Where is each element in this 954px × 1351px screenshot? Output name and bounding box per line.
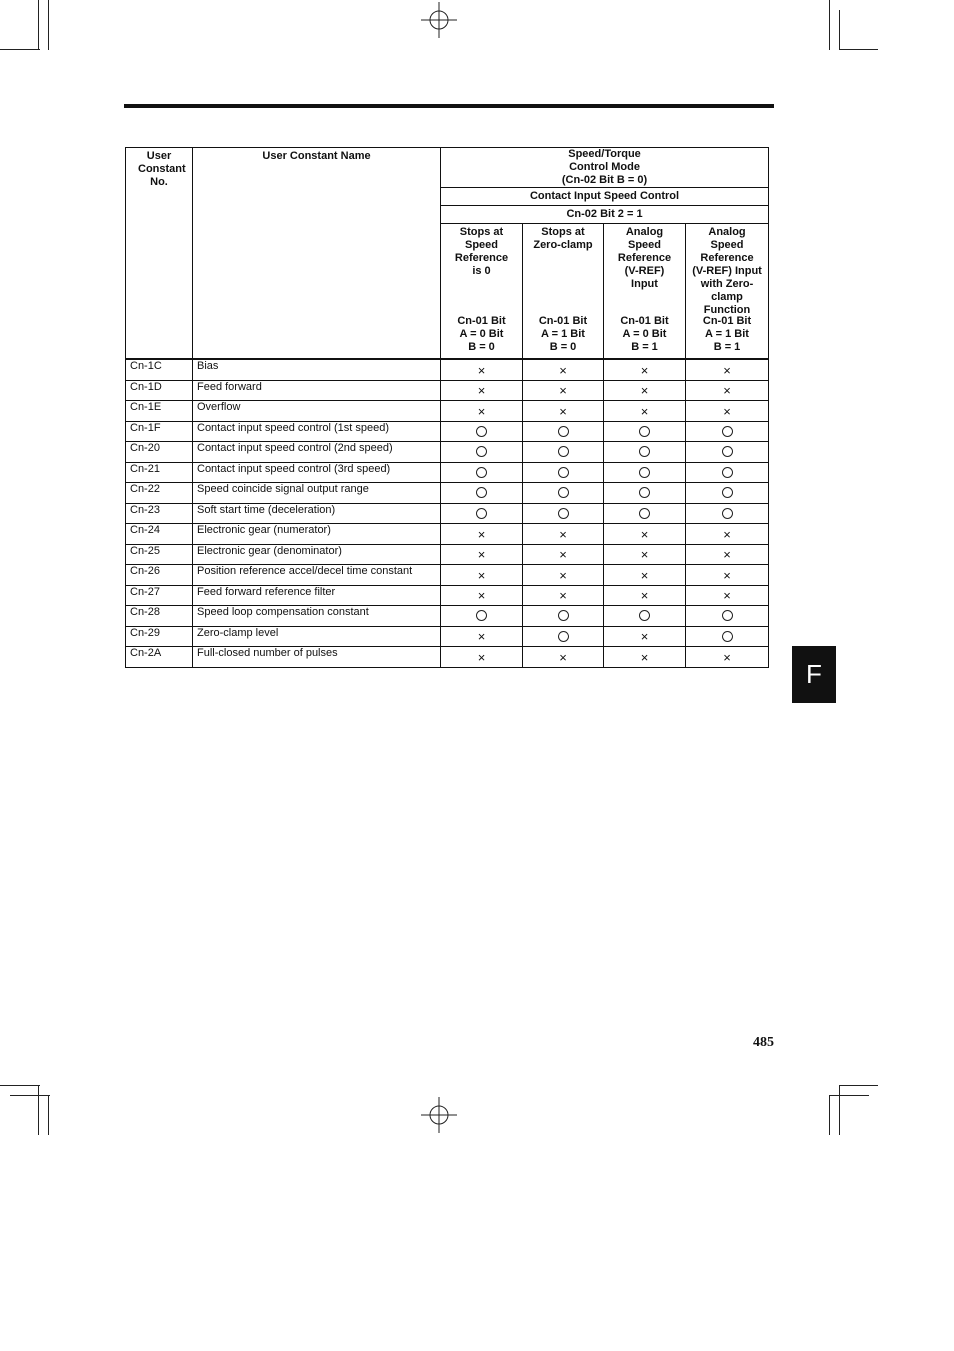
cross-mark-icon: × bbox=[559, 383, 567, 399]
constant-no: Cn-20 bbox=[126, 442, 193, 463]
cross-mark-icon: × bbox=[477, 567, 486, 583]
constant-name: Speed loop compensation constant bbox=[193, 606, 441, 627]
applicability-cell bbox=[604, 524, 686, 545]
table-row bbox=[126, 462, 769, 483]
applicability-cell bbox=[686, 647, 769, 668]
applicability-cell bbox=[441, 442, 523, 463]
applicability-cell bbox=[604, 421, 686, 442]
header-rule bbox=[124, 104, 774, 108]
constant-no: Cn-21 bbox=[126, 462, 193, 483]
circle-mark-icon bbox=[476, 467, 487, 478]
applicability-cell bbox=[523, 565, 604, 586]
circle-mark-icon bbox=[639, 487, 650, 498]
cross-mark-icon: × bbox=[723, 403, 731, 419]
table-row bbox=[126, 421, 769, 442]
cross-mark-icon: × bbox=[723, 547, 731, 563]
applicability-cell bbox=[441, 626, 523, 647]
applicability-cell bbox=[441, 401, 523, 422]
mode-column-header bbox=[604, 224, 686, 360]
constant-name: Contact input speed control (1st speed) bbox=[193, 421, 441, 442]
applicability-cell bbox=[523, 647, 604, 668]
applicability-cell bbox=[604, 442, 686, 463]
table-row bbox=[126, 585, 769, 606]
circle-mark-icon bbox=[639, 426, 650, 437]
applicability-cell bbox=[523, 442, 604, 463]
applicability-cell bbox=[686, 421, 769, 442]
mode-header: Speed/Torque Control Mode (Cn-02 Bit B = 0) bbox=[441, 148, 769, 188]
applicability-cell bbox=[604, 565, 686, 586]
constant-name: Electronic gear (numerator) bbox=[193, 524, 441, 545]
table-row bbox=[126, 565, 769, 586]
applicability-cell bbox=[523, 503, 604, 524]
constant-no: Cn-28 bbox=[126, 606, 193, 627]
cross-mark-icon: × bbox=[559, 547, 567, 563]
constant-name: Bias bbox=[193, 359, 441, 380]
applicability-cell bbox=[604, 462, 686, 483]
circle-mark-icon bbox=[558, 446, 569, 457]
applicability-cell bbox=[686, 442, 769, 463]
mode-column-header bbox=[686, 224, 769, 360]
applicability-cell bbox=[686, 483, 769, 504]
table-row bbox=[126, 626, 769, 647]
crop-mark bbox=[48, 1095, 49, 1135]
circle-mark-icon bbox=[639, 610, 650, 621]
constant-no: Cn-26 bbox=[126, 565, 193, 586]
applicability-cell bbox=[604, 359, 686, 380]
constant-no: Cn-1E bbox=[126, 401, 193, 422]
applicability-cell bbox=[604, 401, 686, 422]
applicability-cell bbox=[604, 544, 686, 565]
applicability-cell bbox=[523, 380, 604, 401]
control-header: Contact Input Speed Control bbox=[441, 188, 769, 206]
circle-mark-icon bbox=[558, 426, 569, 437]
crop-mark bbox=[839, 49, 878, 50]
table-row bbox=[126, 442, 769, 463]
col-header-no: User Constant No. bbox=[126, 148, 193, 360]
cross-mark-icon: × bbox=[477, 588, 486, 604]
circle-mark-icon bbox=[476, 610, 487, 621]
applicability-cell bbox=[441, 565, 523, 586]
applicability-cell bbox=[604, 647, 686, 668]
applicability-cell bbox=[604, 606, 686, 627]
constant-no: Cn-1D bbox=[126, 380, 193, 401]
circle-mark-icon bbox=[476, 508, 487, 519]
table-row bbox=[126, 503, 769, 524]
cross-mark-icon: × bbox=[723, 526, 731, 542]
crop-mark bbox=[48, 0, 49, 50]
cross-mark-icon: × bbox=[477, 629, 486, 645]
cross-mark-icon: × bbox=[640, 588, 649, 604]
circle-mark-icon bbox=[722, 631, 733, 642]
crop-mark bbox=[829, 0, 830, 50]
constant-no: Cn-29 bbox=[126, 626, 193, 647]
applicability-cell bbox=[523, 524, 604, 545]
cross-mark-icon: × bbox=[477, 403, 486, 419]
table-row bbox=[126, 380, 769, 401]
applicability-cell bbox=[686, 503, 769, 524]
constant-name: Soft start time (deceleration) bbox=[193, 503, 441, 524]
constant-name: Speed coincide signal output range bbox=[193, 483, 441, 504]
crop-mark bbox=[839, 1085, 878, 1086]
cross-mark-icon: × bbox=[559, 567, 567, 583]
crop-mark bbox=[839, 10, 840, 50]
cross-mark-icon: × bbox=[640, 649, 649, 665]
constant-name: Feed forward reference filter bbox=[193, 585, 441, 606]
applicability-cell bbox=[686, 380, 769, 401]
circle-mark-icon bbox=[558, 610, 569, 621]
cross-mark-icon: × bbox=[723, 567, 731, 583]
circle-mark-icon bbox=[558, 487, 569, 498]
mode-column-title: Stops at Zero-clamp bbox=[533, 226, 593, 251]
applicability-cell bbox=[523, 606, 604, 627]
mode-column-setting: Cn-01 Bit A = 0 Bit B = 0 bbox=[457, 315, 506, 353]
crop-mark bbox=[10, 1095, 50, 1096]
applicability-cell bbox=[523, 359, 604, 380]
applicability-cell bbox=[686, 359, 769, 380]
cross-mark-icon: × bbox=[723, 649, 731, 665]
applicability-cell bbox=[441, 462, 523, 483]
section-tab: F bbox=[792, 646, 836, 703]
cross-mark-icon: × bbox=[559, 526, 567, 542]
mode-column-setting: Cn-01 Bit A = 1 Bit B = 1 bbox=[702, 315, 752, 353]
circle-mark-icon bbox=[722, 610, 733, 621]
applicability-cell bbox=[523, 585, 604, 606]
applicability-cell bbox=[441, 359, 523, 380]
table-row bbox=[126, 647, 769, 668]
cross-mark-icon: × bbox=[559, 362, 567, 378]
circle-mark-icon bbox=[476, 446, 487, 457]
crop-mark bbox=[38, 1085, 39, 1135]
mode-column-setting: Cn-01 Bit A = 1 Bit B = 0 bbox=[538, 315, 588, 353]
cross-mark-icon: × bbox=[640, 526, 649, 542]
applicability-cell bbox=[523, 483, 604, 504]
cross-mark-icon: × bbox=[640, 362, 649, 378]
mode-column-setting: Cn-01 Bit A = 0 Bit B = 1 bbox=[620, 315, 669, 353]
applicability-cell bbox=[523, 544, 604, 565]
applicability-cell bbox=[686, 401, 769, 422]
applicability-cell bbox=[441, 606, 523, 627]
applicability-cell bbox=[686, 544, 769, 565]
cross-mark-icon: × bbox=[477, 383, 486, 399]
crop-mark bbox=[0, 49, 40, 50]
table-row bbox=[126, 524, 769, 545]
cross-mark-icon: × bbox=[640, 629, 649, 645]
circle-mark-icon bbox=[558, 508, 569, 519]
circle-mark-icon bbox=[639, 508, 650, 519]
cross-mark-icon: × bbox=[477, 649, 486, 665]
table-row bbox=[126, 359, 769, 380]
applicability-cell bbox=[441, 483, 523, 504]
registration-mark-icon bbox=[421, 1097, 457, 1133]
crop-mark bbox=[829, 1095, 869, 1096]
constant-name: Feed forward bbox=[193, 380, 441, 401]
crop-mark bbox=[829, 1095, 830, 1135]
cross-mark-icon: × bbox=[723, 362, 731, 378]
constant-name: Overflow bbox=[193, 401, 441, 422]
constant-no: Cn-25 bbox=[126, 544, 193, 565]
applicability-cell bbox=[523, 462, 604, 483]
bit-header: Cn-02 Bit 2 = 1 bbox=[441, 206, 769, 224]
user-constant-table bbox=[125, 147, 769, 668]
constant-name: Full-closed number of pulses bbox=[193, 647, 441, 668]
constant-no: Cn-24 bbox=[126, 524, 193, 545]
circle-mark-icon bbox=[722, 487, 733, 498]
constant-name: Contact input speed control (2nd speed) bbox=[193, 442, 441, 463]
circle-mark-icon bbox=[722, 446, 733, 457]
mode-column-title: Analog Speed Reference (V-REF) Input with Zero-clamp Function bbox=[692, 226, 762, 316]
applicability-cell bbox=[604, 483, 686, 504]
cross-mark-icon: × bbox=[723, 588, 731, 604]
circle-mark-icon bbox=[722, 467, 733, 478]
circle-mark-icon bbox=[722, 426, 733, 437]
constant-no: Cn-27 bbox=[126, 585, 193, 606]
circle-mark-icon bbox=[639, 467, 650, 478]
cross-mark-icon: × bbox=[640, 547, 649, 563]
circle-mark-icon bbox=[476, 426, 487, 437]
cross-mark-icon: × bbox=[723, 383, 731, 399]
constant-no: Cn-2A bbox=[126, 647, 193, 668]
applicability-cell bbox=[441, 421, 523, 442]
applicability-cell bbox=[523, 626, 604, 647]
mode-column-header bbox=[441, 224, 523, 360]
circle-mark-icon bbox=[558, 631, 569, 642]
cross-mark-icon: × bbox=[640, 383, 649, 399]
table-row bbox=[126, 544, 769, 565]
applicability-cell bbox=[686, 626, 769, 647]
registration-mark-icon bbox=[421, 2, 457, 38]
cross-mark-icon: × bbox=[640, 567, 649, 583]
constant-no: Cn-22 bbox=[126, 483, 193, 504]
crop-mark bbox=[38, 0, 39, 50]
applicability-cell bbox=[523, 401, 604, 422]
circle-mark-icon bbox=[722, 508, 733, 519]
table-row bbox=[126, 606, 769, 627]
applicability-cell bbox=[686, 565, 769, 586]
applicability-cell bbox=[441, 524, 523, 545]
constant-no: Cn-23 bbox=[126, 503, 193, 524]
cross-mark-icon: × bbox=[640, 403, 649, 419]
applicability-cell bbox=[686, 606, 769, 627]
applicability-cell bbox=[686, 462, 769, 483]
applicability-cell bbox=[604, 626, 686, 647]
applicability-cell bbox=[441, 380, 523, 401]
constant-no: Cn-1F bbox=[126, 421, 193, 442]
cross-mark-icon: × bbox=[477, 547, 486, 563]
applicability-cell bbox=[441, 585, 523, 606]
mode-column-header bbox=[523, 224, 604, 360]
crop-mark bbox=[0, 1085, 40, 1086]
constant-name: Position reference accel/decel time constant bbox=[193, 565, 441, 586]
crop-mark bbox=[839, 1085, 840, 1135]
table-row bbox=[126, 483, 769, 504]
constant-no: Cn-1C bbox=[126, 359, 193, 380]
table-row bbox=[126, 401, 769, 422]
col-header-name: User Constant Name bbox=[193, 148, 441, 360]
applicability-cell bbox=[441, 544, 523, 565]
cross-mark-icon: × bbox=[477, 526, 486, 542]
applicability-cell bbox=[686, 524, 769, 545]
constant-name: Zero-clamp level bbox=[193, 626, 441, 647]
applicability-cell bbox=[441, 503, 523, 524]
constant-name: Electronic gear (denominator) bbox=[193, 544, 441, 565]
circle-mark-icon bbox=[476, 487, 487, 498]
cross-mark-icon: × bbox=[477, 362, 486, 378]
applicability-cell bbox=[686, 585, 769, 606]
mode-column-title: Stops at Speed Reference is 0 bbox=[454, 226, 509, 277]
applicability-cell bbox=[604, 585, 686, 606]
cross-mark-icon: × bbox=[559, 403, 567, 419]
mode-column-title: Analog Speed Reference (V-REF) Input bbox=[617, 226, 672, 290]
page-number: 485 bbox=[753, 1035, 774, 1050]
applicability-cell bbox=[604, 380, 686, 401]
circle-mark-icon bbox=[639, 446, 650, 457]
applicability-cell bbox=[523, 421, 604, 442]
applicability-cell bbox=[441, 647, 523, 668]
constant-name: Contact input speed control (3rd speed) bbox=[193, 462, 441, 483]
circle-mark-icon bbox=[558, 467, 569, 478]
cross-mark-icon: × bbox=[559, 649, 567, 665]
cross-mark-icon: × bbox=[559, 588, 567, 604]
applicability-cell bbox=[604, 503, 686, 524]
